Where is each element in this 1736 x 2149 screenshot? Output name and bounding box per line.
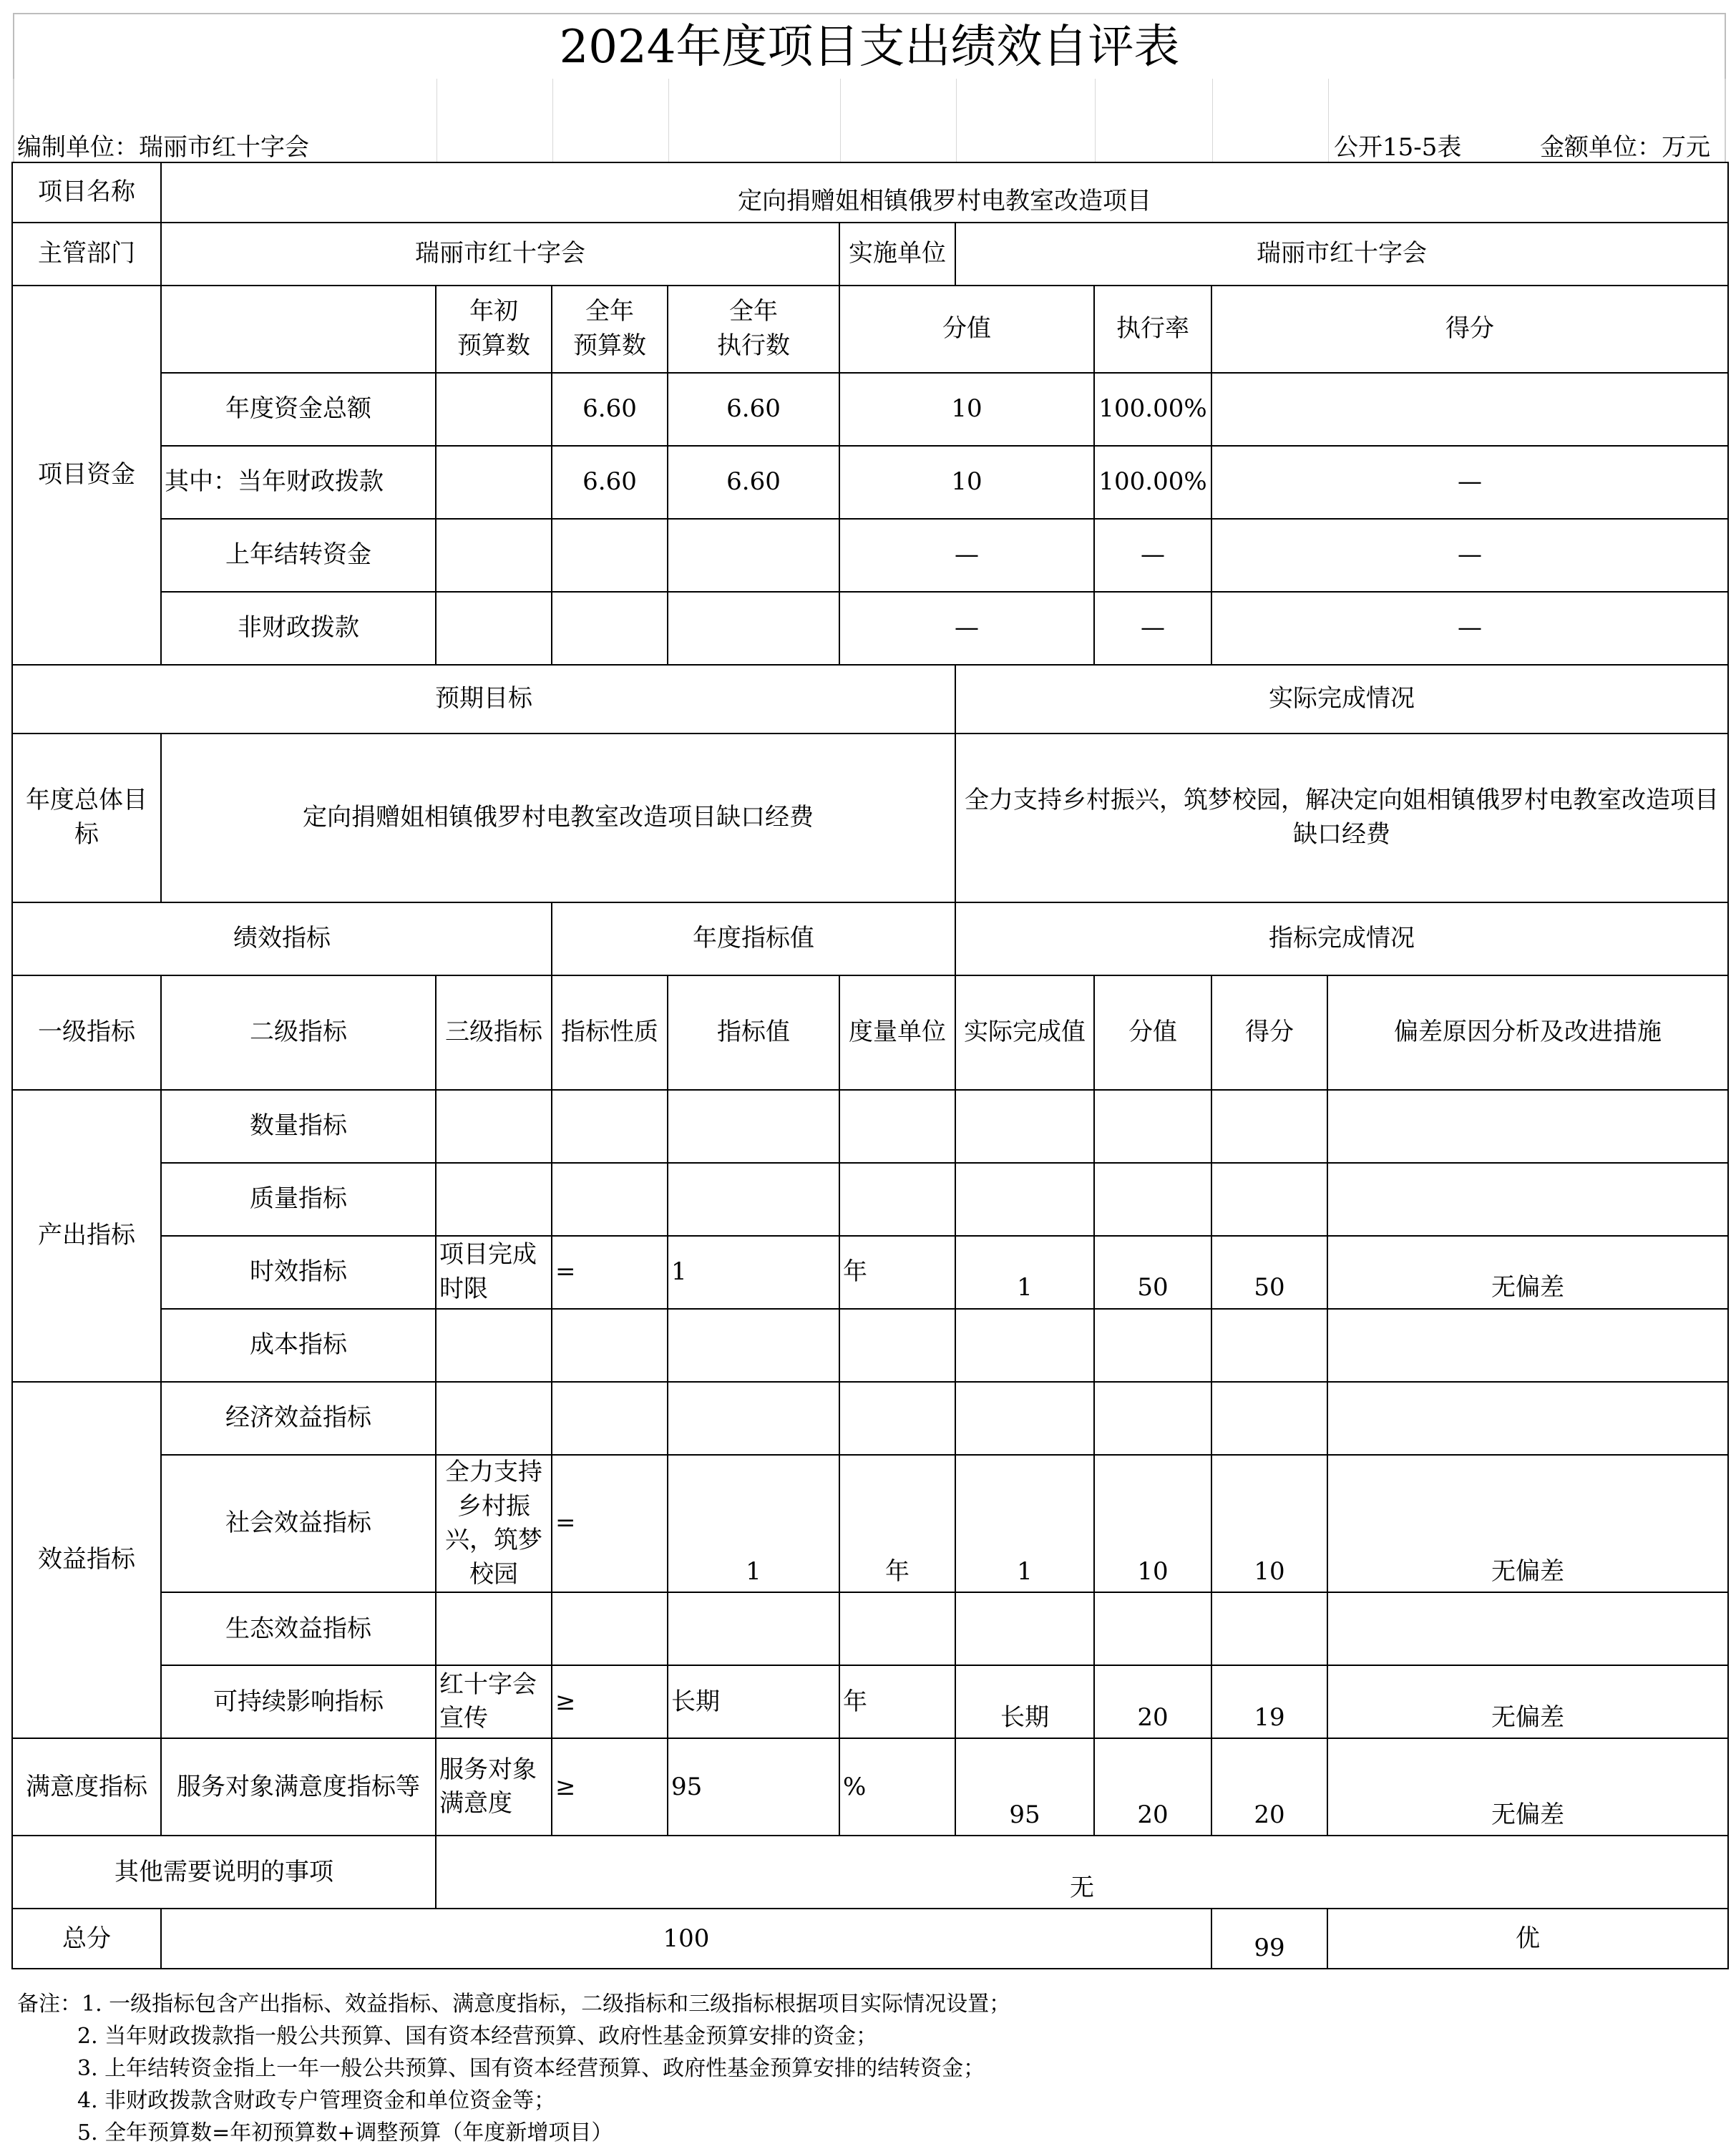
note-item: 2. 当年财政拨款指一般公共预算、国有资本经营预算、政府性基金预算安排的资金； xyxy=(77,2024,878,2049)
goals-header-row xyxy=(12,665,1728,734)
satisfaction-indicator-label: 满意度指标 xyxy=(12,1738,161,1836)
indicator-row xyxy=(12,1163,1728,1236)
dept-label: 主管部门 xyxy=(12,223,161,286)
total-score: 99 xyxy=(1211,1909,1327,1969)
timeliness-l3: 项目完成 时限 xyxy=(436,1236,552,1309)
sustainable-score-value: 20 xyxy=(1094,1665,1211,1738)
funds-row-value: — xyxy=(839,519,1094,592)
timeliness-nature: = xyxy=(552,1236,668,1309)
funds-row-name: 非财政拨款 xyxy=(161,592,436,665)
other-value: 无 xyxy=(436,1836,1728,1909)
sustainable-unit: 年 xyxy=(839,1665,955,1738)
score-value-header: 分值 xyxy=(839,286,1094,373)
timeliness-actual: 1 xyxy=(955,1236,1094,1309)
funds-row-name: 上年结转资金 xyxy=(161,519,436,592)
cost-indicator: 成本指标 xyxy=(161,1309,436,1382)
funds-row-rate: 100.00% xyxy=(1094,446,1211,519)
perf-indicator-label: 绩效指标 xyxy=(12,902,552,975)
sustainable-score: 19 xyxy=(1211,1665,1327,1738)
project-name-row xyxy=(12,162,1728,223)
annual-goal-label: 年度总体目 标 xyxy=(12,734,161,902)
output-indicator-label: 产出指标 xyxy=(12,1090,161,1382)
col-level2: 二级指标 xyxy=(161,975,436,1090)
compiler-unit: 编制单位：瑞丽市红十字会 xyxy=(17,133,309,162)
evaluation-table xyxy=(11,162,1729,1969)
department-row xyxy=(12,223,1728,286)
indicator-row xyxy=(12,1090,1728,1163)
col-level3: 三级指标 xyxy=(436,975,552,1090)
total-label: 总分 xyxy=(12,1909,161,1969)
exec-rate-header: 执行率 xyxy=(1094,286,1211,373)
completion-label: 指标完成情况 xyxy=(955,902,1728,975)
funds-row-score xyxy=(1211,373,1728,446)
funds-row-score: — xyxy=(1211,592,1728,665)
funds-row xyxy=(12,519,1728,592)
col-score-value: 分值 xyxy=(1094,975,1211,1090)
satisfaction-nature: ≥ xyxy=(552,1738,668,1836)
funds-row-budget xyxy=(552,592,668,665)
actual-completion-label: 实际完成情况 xyxy=(955,665,1728,734)
timeliness-unit: 年 xyxy=(839,1236,955,1309)
col-nature: 指标性质 xyxy=(552,975,668,1090)
total-grade: 优 xyxy=(1327,1909,1728,1969)
col-score: 得分 xyxy=(1211,975,1327,1090)
satisfaction-score-value: 20 xyxy=(1094,1738,1211,1836)
impl-value: 瑞丽市红十字会 xyxy=(955,223,1728,286)
satisfaction-l3: 服务对象 满意度 xyxy=(436,1738,552,1836)
social-score-value: 10 xyxy=(1094,1455,1211,1592)
annual-goal-row xyxy=(12,734,1728,902)
funds-row-exec xyxy=(668,519,839,592)
funds-row-budget xyxy=(552,519,668,592)
project-name-value: 定向捐赠姐相镇俄罗村电教室改造项目 xyxy=(161,162,1728,223)
funds-row-initial xyxy=(436,592,552,665)
timeliness-score-value: 50 xyxy=(1094,1236,1211,1309)
indicator-row xyxy=(12,1592,1728,1665)
expected-goal-label: 预期目标 xyxy=(12,665,955,734)
economic-indicator: 经济效益指标 xyxy=(161,1382,436,1455)
indicator-row xyxy=(12,1455,1728,1592)
indicator-row xyxy=(12,1382,1728,1455)
satisfaction-value: 95 xyxy=(668,1738,839,1836)
social-indicator: 社会效益指标 xyxy=(161,1455,436,1592)
funds-label: 项目资金 xyxy=(12,286,161,665)
social-nature: = xyxy=(552,1455,668,1592)
funds-row-exec: 6.60 xyxy=(668,373,839,446)
timeliness-indicator: 时效指标 xyxy=(161,1236,436,1309)
impl-label: 实施单位 xyxy=(839,223,955,286)
funds-row xyxy=(12,373,1728,446)
social-unit: 年 xyxy=(839,1455,955,1592)
note-item: 备注：1. 一级指标包含产出指标、效益指标、满意度指标，二级指标和三级指标根据项目实际情况设置； xyxy=(17,1992,1011,2017)
timeliness-value: 1 xyxy=(668,1236,839,1309)
indicator-row xyxy=(12,1665,1728,1738)
funds-row-exec: 6.60 xyxy=(668,446,839,519)
funds-row-score: — xyxy=(1211,446,1728,519)
funds-row-rate: — xyxy=(1094,592,1211,665)
ecological-indicator: 生态效益指标 xyxy=(161,1592,436,1665)
indicator-group-header xyxy=(12,902,1728,975)
quality-indicator: 质量指标 xyxy=(161,1163,436,1236)
expected-goal-text: 定向捐赠姐相镇俄罗村电教室改造项目缺口经费 xyxy=(161,734,955,902)
funds-row-budget: 6.60 xyxy=(552,373,668,446)
indicator-row xyxy=(12,1236,1728,1309)
benefit-indicator-label: 效益指标 xyxy=(12,1382,161,1738)
indicator-row xyxy=(12,1309,1728,1382)
funds-row xyxy=(12,446,1728,519)
sustainable-nature: ≥ xyxy=(552,1665,668,1738)
social-deviation: 无偏差 xyxy=(1327,1455,1728,1592)
sustainable-l3: 红十字会 宣传 xyxy=(436,1665,552,1738)
satisfaction-score: 20 xyxy=(1211,1738,1327,1836)
funds-row-value: — xyxy=(839,592,1094,665)
other-label: 其他需要说明的事项 xyxy=(12,1836,436,1909)
funds-row-exec xyxy=(668,592,839,665)
sustainable-indicator: 可持续影响指标 xyxy=(161,1665,436,1738)
social-l3: 全力支持 乡村振 兴，筑梦 校园 xyxy=(436,1455,552,1592)
funds-row-budget: 6.60 xyxy=(552,446,668,519)
col-value: 指标值 xyxy=(668,975,839,1090)
annual-budget-header: 全年 预算数 xyxy=(552,286,668,373)
sustainable-actual: 长期 xyxy=(955,1665,1094,1738)
funds-row-rate: 100.00% xyxy=(1094,373,1211,446)
total-row xyxy=(12,1909,1728,1969)
amount-unit: 金额单位：万元 xyxy=(1540,133,1710,162)
col-level1: 一级指标 xyxy=(12,975,161,1090)
actual-goal-text: 全力支持乡村振兴，筑梦校园，解决定向姐相镇俄罗村电教室改造项目缺口经费 xyxy=(955,734,1728,902)
col-unit: 度量单位 xyxy=(839,975,955,1090)
page-title: 2024年度项目支出绩效自评表 xyxy=(13,13,1726,79)
annual-exec-header: 全年 执行数 xyxy=(668,286,839,373)
social-actual: 1 xyxy=(955,1455,1094,1592)
satisfaction-l2: 服务对象满意度指标等 xyxy=(161,1738,436,1836)
sustainable-value: 长期 xyxy=(668,1665,839,1738)
initial-budget-header: 年初 预算数 xyxy=(436,286,552,373)
satisfaction-deviation: 无偏差 xyxy=(1327,1738,1728,1836)
notes xyxy=(17,1988,1010,2149)
col-deviation: 偏差原因分析及改进措施 xyxy=(1327,975,1728,1090)
col-actual: 实际完成值 xyxy=(955,975,1094,1090)
funds-row-rate: — xyxy=(1094,519,1211,592)
indicator-row xyxy=(12,1738,1728,1836)
indicator-column-header xyxy=(12,975,1728,1090)
form-code: 公开15-5表 xyxy=(1334,133,1462,162)
score-header: 得分 xyxy=(1211,286,1728,373)
sustainable-deviation: 无偏差 xyxy=(1327,1665,1728,1738)
funds-row-initial xyxy=(436,519,552,592)
funds-row-name: 其中：当年财政拨款 xyxy=(161,446,436,519)
timeliness-deviation: 无偏差 xyxy=(1327,1236,1728,1309)
funds-header-row xyxy=(12,286,1728,373)
social-value: 1 xyxy=(668,1455,839,1592)
project-name-label: 项目名称 xyxy=(12,162,161,223)
timeliness-score: 50 xyxy=(1211,1236,1327,1309)
funds-row-initial xyxy=(436,446,552,519)
funds-row-initial xyxy=(436,373,552,446)
satisfaction-unit: % xyxy=(839,1738,955,1836)
annual-value-label: 年度指标值 xyxy=(552,902,955,975)
funds-row xyxy=(12,592,1728,665)
funds-blank-header xyxy=(161,286,436,373)
total-score-value: 100 xyxy=(161,1909,1211,1969)
note-item: 3. 上年结转资金指上一年一般公共预算、国有资本经营预算、政府性基金预算安排的结转资金； xyxy=(77,2056,985,2081)
quantity-indicator: 数量指标 xyxy=(161,1090,436,1163)
funds-row-value: 10 xyxy=(839,446,1094,519)
funds-row-score: — xyxy=(1211,519,1728,592)
funds-row-name: 年度资金总额 xyxy=(161,373,436,446)
social-score: 10 xyxy=(1211,1455,1327,1592)
note-item: 4. 非财政拨款含财政专户管理资金和单位资金等； xyxy=(77,2088,556,2113)
satisfaction-actual: 95 xyxy=(955,1738,1094,1836)
other-row xyxy=(12,1836,1728,1909)
funds-row-value: 10 xyxy=(839,373,1094,446)
note-item: 5. 全年预算数=年初预算数+调整预算（年度新增项目） xyxy=(77,2120,613,2145)
dept-value: 瑞丽市红十字会 xyxy=(161,223,839,286)
